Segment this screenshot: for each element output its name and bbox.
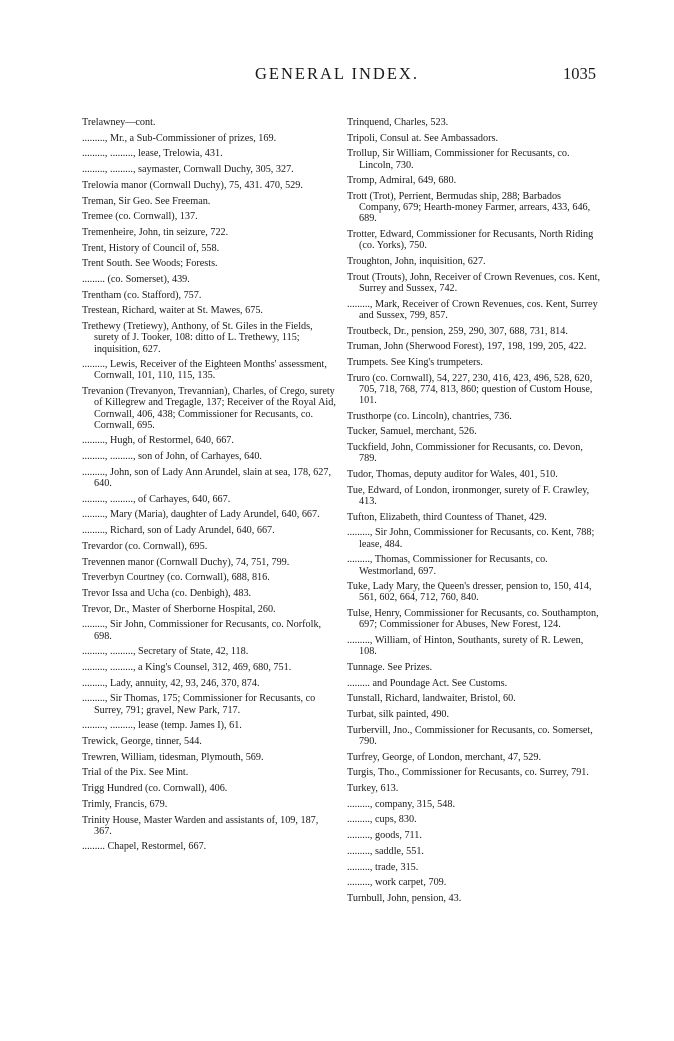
index-entry: Trelawney—cont. [82,117,156,128]
index-entry: Tripoli, Consul at. See Ambassadors. [347,132,499,144]
index-entry: Turbervill, Jno., Commissioner for Recusants, co. Somerset, 790. [347,724,593,747]
index-entry: Trigg Hundred (co. Cornwall), 406. [82,783,228,795]
index-entry: ........., Lady, annuity, 42, 93, 246, 370, 874. [82,677,260,689]
index-entry: Treman, Sir Geo. See Freeman. [82,195,211,207]
index-entry: Tremenheire, John, tin seizure, 722. [82,226,229,238]
index-entry: Trevor Issa and Ucha (co. Denbigh), 483. [82,588,252,599]
index-entry: ......... Chapel, Restormel, 667. [82,841,207,853]
index-entry: Trusthorpe (co. Lincoln), chantries, 736. [347,410,512,422]
index-entry: ........., work carpet, 709. [347,877,447,889]
index-entry: Troughton, John, inquisition, 627. [347,256,486,268]
index-entry: Trumpets. See King's trumpeters. [347,356,483,368]
index-entry: Trevor, Dr., Master of Sherborne Hospital, 260. [82,603,276,615]
index-entry: Tue, Edward, of London, ironmonger, surety of F. Crawley, 413. [347,484,590,507]
page-number: 1035 [563,64,596,83]
index-entry: ........., Sir Thomas, 175; Commissioner for Recusants, co Surrey, 791; gravel, New Park, 717. [82,693,316,716]
index-entry: Turkey, 613. [347,783,399,795]
index-entry: Tuckfield, John, Commissioner for Recusants, co. Devon, 789. [347,442,583,465]
index-entry: Truro (co. Cornwall), 54, 227, 230, 416, 423, 496, 528, 620, 705, 718, 768, 774, 813, 860; question of Custom House, 101. [347,372,593,407]
index-entry: ........., Lewis, Receiver of the Eighteen Months' assessment, Cornwall, 101, 110, 115, 135. [82,359,327,382]
index-entry: Trevennen manor (Cornwall Duchy), 74, 751, 799. [82,556,290,568]
index-entry: Tulse, Henry, Commissioner for Recusants, co. Southampton, 697; Commissioner for Abuses, New Forest, 124. [347,608,599,631]
index-entry: Trestean, Richard, waiter at St. Mawes, 675. [82,305,263,317]
index-entry: ........., Mr., a Sub-Commissioner of prizes, 169. [82,132,277,144]
index-entry: Trent, History of Council of, 558. [82,242,220,254]
index-entry: ........., trade, 315. [347,861,419,873]
index-entry: ........., Mark, Receiver of Crown Revenues, cos. Kent, Surrey and Sussex, 799, 857. [347,298,598,321]
index-entry: Trimly, Francis, 679. [82,798,168,810]
index-entry: Trewick, George, tinner, 544. [82,736,202,748]
running-title: GENERAL INDEX. [255,64,419,83]
index-entry: Turbat, silk painted, 490. [347,709,450,721]
index-entry: Trial of the Pix. See Mint. [82,767,189,779]
index-entry: Turfrey, George, of London, merchant, 47, 529. [347,751,541,763]
index-entry: Tunstall, Richard, landwaiter, Bristol, 60. [347,693,516,705]
index-entry: Trott (Trot), Perrient, Bermudas ship, 288; Barbados Company, 679; Hearth-money Farmer, arrears, 433, 646, 689. [347,191,591,225]
index-entry: ........., Mary (Maria), daughter of Lady Arundel, 640, 667. [82,509,320,521]
index-entry: Trinity House, Master Warden and assistants of, 109, 187, 367. [82,814,319,837]
index-entry: ........., ........., son of John, of Carhayes, 640. [82,451,262,463]
index-column-right [347,117,603,909]
index-entry: Trevanion (Trevanyon, Trevannian), Charles, of Crego, surety of Killegrew and Tregagle, 137; Receiver of the Royal Aid, Cornwall, 406, 438; Commissioner for Recusants, co. Cornwall, 695. [82,386,336,431]
index-entry: Trent South. See Woods; Forests. [82,258,218,270]
index-entry: ........., ........., of Carhayes, 640, 667. [82,493,231,505]
index-entry: Tufton, Elizabeth, third Countess of Thanet, 429. [347,511,547,523]
index-entry: Trotter, Edward, Commissioner for Recusants, North Riding (co. Yorks), 750. [347,229,594,252]
index-entry: Tromp, Admiral, 649, 680. [347,175,457,187]
index-entry: Tunnage. See Prizes. [347,661,433,673]
index-entry: Trinquend, Charles, 523. [347,117,449,128]
index-entry: ........., Sir John, Commissioner for Recusants, co. Kent, 788; lease, 484. [347,527,595,550]
index-entry: ........., company, 315, 548. [347,798,455,810]
index-entry: ........., saddle, 551. [347,845,424,857]
index-entry: Trevardor (co. Cornwall), 695. [82,540,208,552]
index-entry: Trentham (co. Stafford), 757. [82,289,202,301]
index-entry: ........., Richard, son of Lady Arundel, 640, 667. [82,525,275,537]
index-entry: Trethewy (Tretiewy), Anthony, of St. Giles in the Fields, surety of J. Tooker, 108: ditto of L. Trethewy, 115; inquisition, 627. [82,321,313,355]
index-entry: ........., John, son of Lady Ann Arundel, slain at sea, 178, 627, 640. [82,466,332,490]
index-entry: Tuke, Lady Mary, the Queen's dresser, pension to, 150, 414, 561, 602, 664, 712, 760, 840. [347,581,592,604]
index-entry: ........., ........., lease, Trelowia, 431. [82,148,223,160]
index-entry: ........., ........., Secretary of State, 42, 118. [82,646,249,658]
index-entry: Treverbyn Courtney (co. Cornwall), 688, 816. [82,572,270,584]
index-column-left [82,117,338,857]
index-entry: ........., William, of Hinton, Southants, surety of R. Lewen, 108. [347,635,584,658]
page-header [0,64,674,88]
index-entry: ........., cups, 830. [347,814,417,826]
index-entry: Tudor, Thomas, deputy auditor for Wales, 401, 510. [347,469,558,481]
index-entry: Tucker, Samuel, merchant, 526. [347,426,477,438]
index-entry: ........., Sir John, Commissioner for Recusants, co. Norfolk, 698. [82,619,322,642]
index-entry: ........., ........., a King's Counsel, 312, 469, 680, 751. [82,662,292,674]
index-entry: ......... and Poundage Act. See Customs. [347,677,508,689]
index-entry: Trelowia manor (Cornwall Duchy), 75, 431. 470, 529. [82,179,303,191]
index-entry: ........., Hugh, of Restormel, 640, 667. [82,435,234,447]
index-entry: Turnbull, John, pension, 43. [347,892,462,904]
index-entry: Troutbeck, Dr., pension, 259, 290, 307, 688, 731, 814. [347,325,568,337]
index-entry: ......... (co. Somerset), 439. [82,274,190,286]
index-entry: Tremee (co. Cornwall), 137. [82,211,198,223]
index-entry: ........., goods, 711. [347,830,422,842]
index-entry: Trollup, Sir William, Commissioner for Recusants, co. Lincoln, 730. [347,148,570,171]
index-entry: Trewren, William, tidesman, Plymouth, 569. [82,751,264,763]
index-entry: ........., ........., lease (temp. James I), 61. [82,720,242,732]
index-entry: ........., Thomas, Commissioner for Recusants, co. Westmorland, 697. [347,554,548,577]
index-entry: Trout (Trouts), John, Receiver of Crown Revenues, cos. Kent, Surrey and Sussex, 742. [347,271,601,294]
index-entry: ........., ........., saymaster, Cornwall Duchy, 305, 327. [82,164,294,176]
index-entry: Turgis, Tho., Commissioner for Recusants, co. Surrey, 791. [347,767,589,779]
index-entry: Truman, John (Sherwood Forest), 197, 198, 199, 205, 422. [347,341,587,353]
